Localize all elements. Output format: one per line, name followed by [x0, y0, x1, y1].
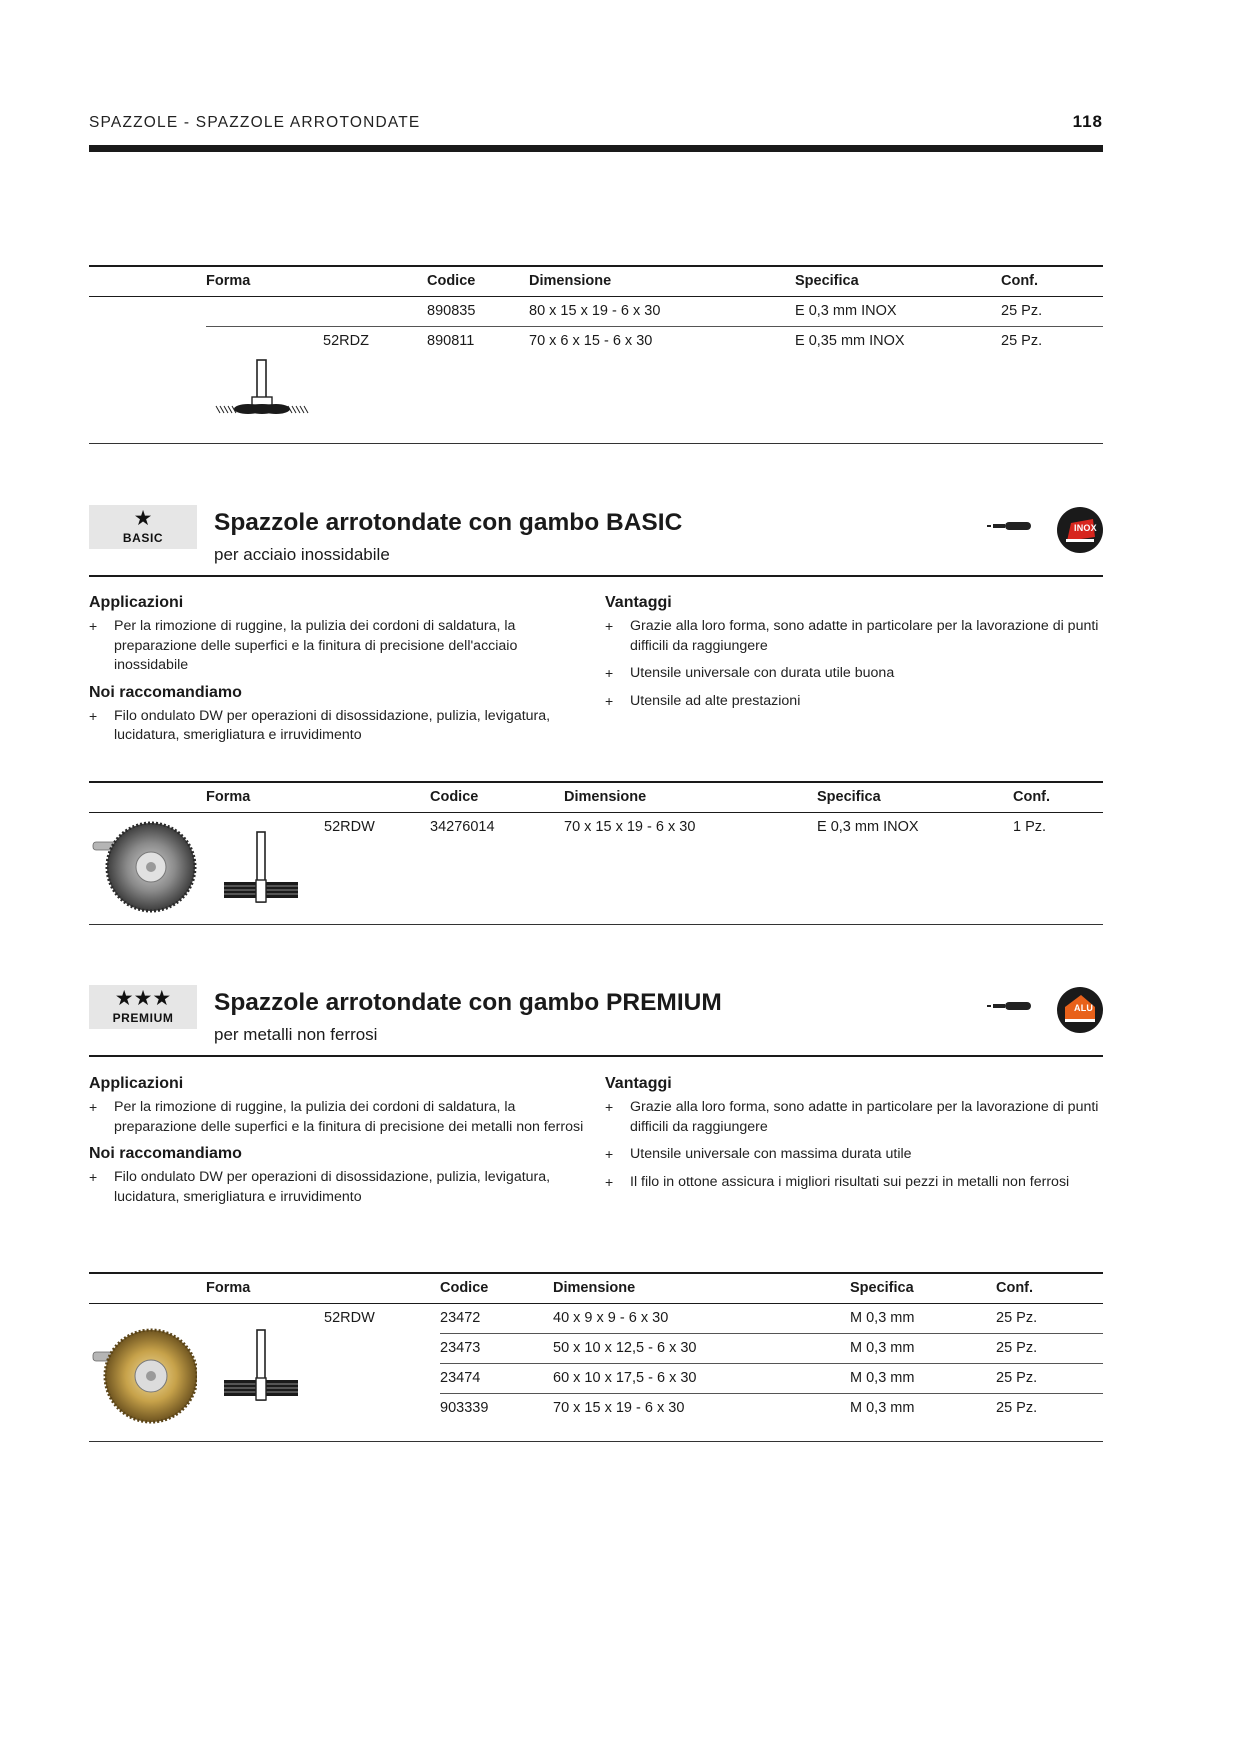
badge-label: PREMIUM: [112, 1011, 174, 1025]
cell-type: 52RDW: [324, 819, 375, 836]
cell-type: [324, 1333, 440, 1363]
plus-icon: +: [605, 618, 614, 634]
noi-raccomandiamo-heading: Noi raccomandiamo: [89, 1145, 242, 1162]
applicazioni-heading: Applicazioni: [89, 1075, 184, 1092]
premium-section-header: [89, 985, 1103, 1057]
rdz-shape-drawing: [212, 357, 312, 419]
list-item: + Utensile ad alte prestazioni: [605, 692, 1105, 712]
section-rule: [89, 575, 1103, 577]
cell-conf: 25 Pz.: [996, 1400, 1038, 1417]
section-subtitle: per acciaio inossidabile: [214, 545, 390, 564]
rdw-shape-drawing: [222, 1328, 302, 1403]
list-item: + Per la rimozione di ruggine, la pulizia dei cordoni di saldatura, la preparazione delle superfici e la finitura di precisione dell'acciaio inossidabile: [89, 618, 518, 673]
list-item: + Utensile universale con massima durata utile: [605, 1145, 1105, 1165]
vantaggi-heading: Vantaggi: [605, 1075, 672, 1092]
col-codice: Codice: [440, 1273, 553, 1303]
basic-section-header: [89, 505, 1103, 577]
cell-spec: E 0,3 mm INOX: [817, 819, 919, 836]
page-number: 118: [1072, 112, 1103, 131]
table-bottom-rule: [89, 443, 1103, 444]
cell-dim: 70 x 15 x 19 - 6 x 30: [564, 819, 696, 836]
plus-icon: +: [89, 618, 98, 634]
cell-dim: 50 x 10 x 12,5 - 6 x 30: [553, 1333, 850, 1363]
cell-type: [324, 1363, 440, 1393]
drill-tool-icon: [987, 519, 1033, 533]
applicazioni-heading: Applicazioni: [89, 594, 184, 611]
cell-type: [324, 1393, 440, 1423]
material-label: ALU: [1074, 1003, 1094, 1013]
col-conf: Conf.: [996, 1273, 1103, 1303]
section-rule: [89, 1055, 1103, 1057]
cell-conf: 1 Pz.: [1013, 819, 1047, 836]
basic-left-column: [89, 594, 589, 754]
cell-spec: M 0,3 mm: [850, 1363, 996, 1393]
list-item: + Filo ondulato DW per operazioni di disossidazione, pulizia, levigatura, lucidatura, smerigliatura e irruvidimento: [89, 1169, 551, 1205]
alu-material-icon: [1057, 987, 1103, 1033]
list-item: + Grazie alla loro forma, sono adatte in particolare per la lavorazione di punti difficili da raggiungere: [605, 618, 1099, 654]
cell-code: 903339: [440, 1400, 489, 1417]
table-header-row: [89, 266, 1103, 296]
table-header-row: [89, 782, 1103, 812]
cell-type: 52RDW: [324, 1310, 375, 1327]
cell-conf: 25 Pz.: [1001, 296, 1103, 326]
col-specifica: Specifica: [795, 266, 1001, 296]
material-label: INOX: [1074, 523, 1097, 533]
premium-badge: [89, 985, 197, 1029]
cell-dim: 70 x 6 x 15 - 6 x 30: [529, 333, 653, 350]
cell-dim: 70 x 15 x 19 - 6 x 30: [553, 1400, 685, 1417]
col-dimensione: Dimensione: [564, 782, 817, 812]
cell-code: 890835: [427, 296, 529, 326]
cell-conf: 25 Pz.: [996, 1303, 1103, 1333]
col-codice: Codice: [430, 782, 564, 812]
table-row: [89, 326, 1103, 356]
page-header-title: SPAZZOLE - SPAZZOLE ARROTONDATE: [89, 114, 421, 131]
col-forma: Forma: [206, 1273, 324, 1303]
drill-tool-icon: [987, 999, 1033, 1013]
cell-spec: M 0,3 mm: [850, 1303, 996, 1333]
cell-dim: 40 x 9 x 9 - 6 x 30: [553, 1303, 850, 1333]
table-bottom-rule: [89, 924, 1103, 925]
cell-code: 34276014: [430, 819, 495, 836]
plus-icon: +: [605, 1146, 614, 1162]
cell-conf: 25 Pz.: [1001, 333, 1043, 350]
basic-right-column: [605, 594, 1105, 719]
cell-conf: 25 Pz.: [996, 1333, 1103, 1363]
table-bottom-rule: [89, 1441, 1103, 1442]
section-title: Spazzole arrotondate con gambo BASIC: [214, 509, 683, 536]
list-item: + Utensile universale con durata utile buona: [605, 664, 1105, 684]
plus-icon: +: [605, 1099, 614, 1115]
list-item: + Il filo in ottone assicura i migliori risultati sui pezzi in metalli non ferrosi: [605, 1173, 1115, 1193]
col-forma: Forma: [206, 266, 323, 296]
cell-spec: M 0,3 mm: [850, 1333, 996, 1363]
cell-code: 23472: [440, 1303, 553, 1333]
steel-brush-photo: [89, 815, 197, 915]
premium-right-column: [605, 1075, 1105, 1200]
star-icon: ★: [133, 507, 153, 530]
list-item: + Per la rimozione di ruggine, la pulizia dei cordoni di saldatura, la preparazione delle superfici e la finitura di precisione dei metalli non ferrosi: [89, 1099, 584, 1135]
cell-spec: E 0,3 mm INOX: [795, 296, 1001, 326]
cell-type: [323, 296, 427, 326]
col-forma: Forma: [206, 782, 324, 812]
badge-label: BASIC: [122, 531, 164, 545]
inox-material-icon: [1057, 507, 1103, 553]
col-conf: Conf.: [1013, 782, 1103, 812]
section-title: Spazzole arrotondate con gambo PREMIUM: [214, 989, 722, 1016]
cell-spec: M 0,3 mm: [850, 1400, 915, 1417]
plus-icon: +: [605, 1173, 614, 1190]
plus-icon: +: [89, 1099, 98, 1115]
rdw-shape-drawing: [222, 830, 302, 905]
table-header-row: [89, 1273, 1103, 1303]
vantaggi-heading: Vantaggi: [605, 594, 672, 611]
cell-dim: 80 x 15 x 19 - 6 x 30: [529, 296, 795, 326]
cell-code: 890811: [427, 333, 475, 350]
noi-raccomandiamo-heading: Noi raccomandiamo: [89, 683, 242, 701]
plus-icon: +: [605, 692, 614, 709]
premium-left-column: [89, 1075, 589, 1215]
star-icon: ★★★: [114, 987, 172, 1010]
plus-icon: +: [89, 1169, 98, 1185]
page-header: [89, 112, 1103, 152]
col-codice: Codice: [427, 266, 529, 296]
header-rule: [89, 145, 1103, 152]
brass-brush-photo: [89, 1312, 197, 1440]
cell-type: 52RDZ: [323, 333, 369, 350]
cell-spec: E 0,35 mm INOX: [795, 333, 905, 350]
col-specifica: Specifica: [817, 782, 1013, 812]
cell-dim: 60 x 10 x 17,5 - 6 x 30: [553, 1363, 850, 1393]
col-dimensione: Dimensione: [553, 1273, 850, 1303]
list-item: + Grazie alla loro forma, sono adatte in particolare per la lavorazione di punti difficili da raggiungere: [605, 1099, 1099, 1135]
cell-code: 23473: [440, 1333, 553, 1363]
cell-conf: 25 Pz.: [996, 1363, 1103, 1393]
plus-icon: +: [89, 707, 98, 724]
section-subtitle: per metalli non ferrosi: [214, 1025, 378, 1044]
cell-code: 23474: [440, 1363, 553, 1393]
product-table-rdz: [89, 265, 1103, 356]
table-row: [89, 296, 1103, 326]
col-specifica: Specifica: [850, 1273, 996, 1303]
col-conf: Conf.: [1001, 266, 1103, 296]
col-dimensione: Dimensione: [529, 266, 795, 296]
plus-icon: +: [605, 665, 614, 681]
list-item: + Filo ondulato DW per operazioni di disossidazione, pulizia, levigatura, lucidatura, smerigliatura e irruvidimento: [89, 707, 551, 743]
basic-badge: [89, 505, 197, 549]
